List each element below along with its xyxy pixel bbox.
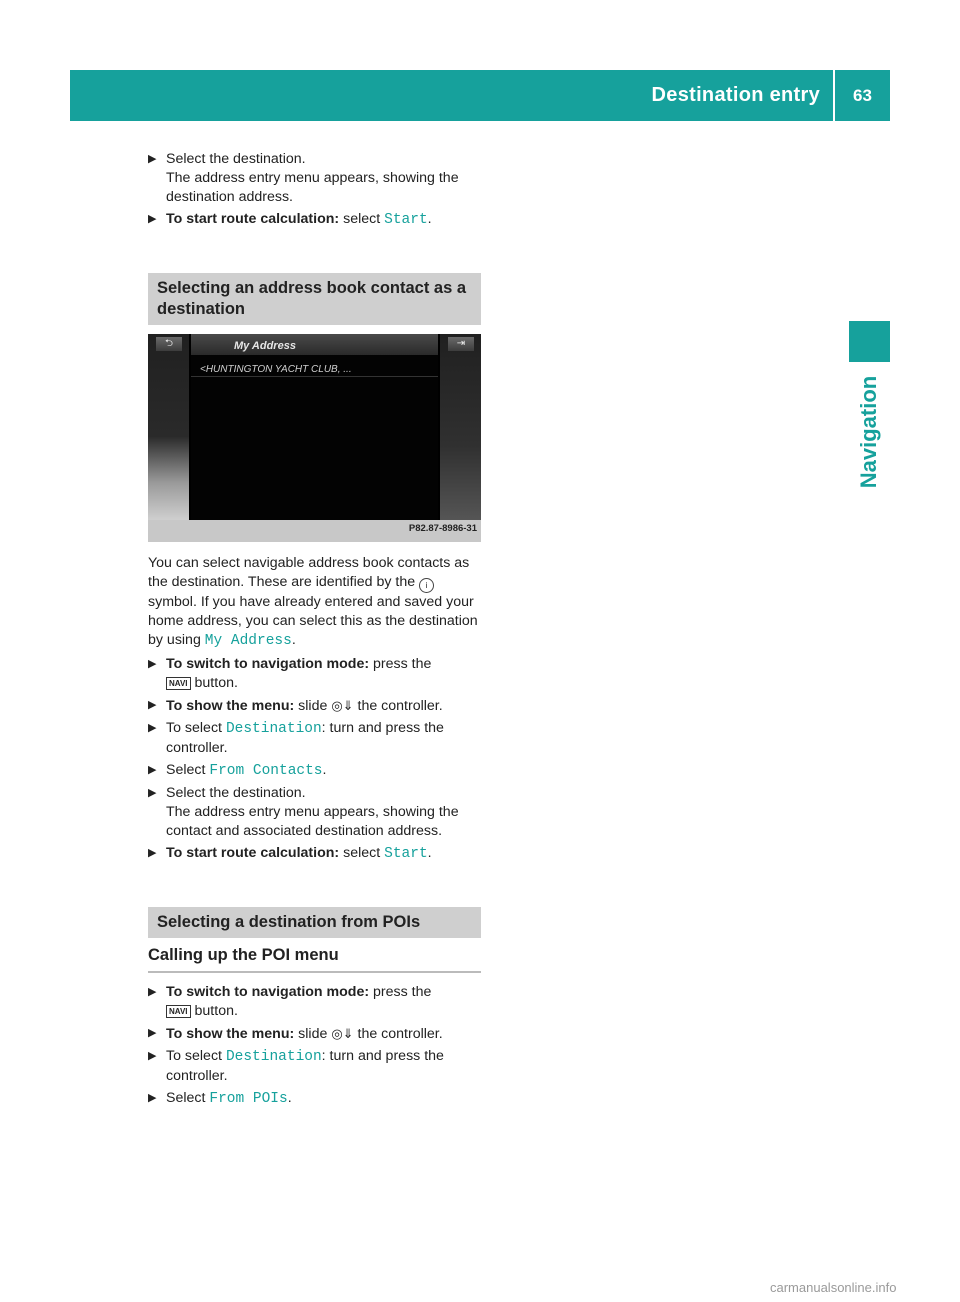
screen-title: My Address: [234, 340, 296, 352]
step-start-route-2: ▶ To start route calculation: select Start.: [148, 845, 432, 862]
screen-titlebar: [191, 334, 438, 355]
arrow-icon: ▶: [148, 847, 157, 859]
navi-key-icon: NAVI: [166, 1005, 191, 1018]
arrow-icon: ▶: [148, 787, 157, 799]
page-number: 63: [853, 86, 872, 105]
figure-caption: P82.87-8986-31: [408, 523, 477, 534]
start-softkey: Start: [384, 212, 428, 228]
step-show-menu-poi: ▶ To show the menu: slide ◎⇓ the controller.: [148, 1026, 443, 1042]
chapter-label: Navigation: [856, 375, 881, 489]
intro-paragraph: You can select navigable address book contacts as the destination. These are identified by the i symbol. If you have already entered and saved your home address, you can select this as the destination by using My Address.: [148, 555, 478, 649]
screen-figure: [148, 334, 481, 542]
start-softkey: Start: [384, 846, 428, 862]
header-bar: [70, 70, 890, 121]
step-nav-mode-poi: ▶ To switch to navigation mode: press the NAVI button.: [148, 984, 432, 1019]
menu-icon: ⇥: [448, 337, 474, 351]
arrow-icon: ▶: [148, 699, 157, 711]
controller-slide-icon: ◎⇓: [331, 698, 354, 713]
arrow-icon: ▶: [148, 1092, 157, 1104]
arrow-icon: ▶: [148, 722, 157, 734]
section-title-pois: Selecting a destination from POIs: [148, 907, 481, 938]
arrow-icon: ▶: [148, 764, 157, 776]
my-address-softkey: My Address: [204, 633, 292, 649]
arrow-icon: ▶: [148, 1050, 157, 1062]
destination-softkey: Destination: [225, 1049, 322, 1065]
screen-left-panel: [148, 334, 189, 520]
arrow-icon: ▶: [148, 153, 157, 165]
step-from-pois: ▶ Select From POIs.: [148, 1090, 292, 1107]
subheading-poi-menu: Calling up the POI menu: [148, 946, 481, 973]
from-contacts-softkey: From Contacts: [209, 763, 323, 779]
from-pois-softkey: From POIs: [209, 1091, 288, 1107]
screen-row-divider: [191, 376, 438, 377]
chapter-tab: [849, 321, 890, 362]
page-title: Destination entry: [651, 84, 820, 106]
main-column: [148, 150, 481, 1112]
step-select-destination: ▶ Select the destination. The address entry menu appears, showing the destination address.: [148, 151, 459, 205]
navi-key-icon: NAVI: [166, 677, 191, 690]
step-show-menu: ▶ To show the menu: slide ◎⇓ the controller.: [148, 698, 443, 714]
arrow-icon: ▶: [148, 658, 157, 670]
arrow-icon: ▶: [148, 213, 157, 225]
step-from-contacts: ▶ Select From Contacts.: [148, 762, 327, 779]
navigable-contact-icon: i: [419, 578, 434, 593]
arrow-icon: ▶: [148, 1027, 157, 1039]
back-icon: ⮌: [156, 337, 182, 351]
step-start-route: ▶ To start route calculation: select Start.: [148, 211, 432, 228]
section-title-address-book: Selecting an address book contact as a destination: [148, 273, 481, 325]
arrow-icon: ▶: [148, 986, 157, 998]
watermark: carmanualsonline.info: [770, 1280, 897, 1295]
screen-list-item: <HUNTINGTON YACHT CLUB, ...: [200, 364, 352, 375]
controller-slide-icon: ◎⇓: [331, 1026, 354, 1041]
step-select-contact-destination: ▶ Select the destination. The address entry menu appears, showing the contact and associated destination address.: [148, 785, 459, 839]
destination-softkey: Destination: [225, 721, 322, 737]
screen-right-panel: [440, 334, 481, 520]
step-select-destination-menu: ▶ To select Destination: turn and press the controller.: [148, 720, 444, 756]
step-select-destination-poi: ▶ To select Destination: turn and press the controller.: [148, 1048, 444, 1084]
step-nav-mode: ▶ To switch to navigation mode: press the NAVI button.: [148, 656, 432, 691]
